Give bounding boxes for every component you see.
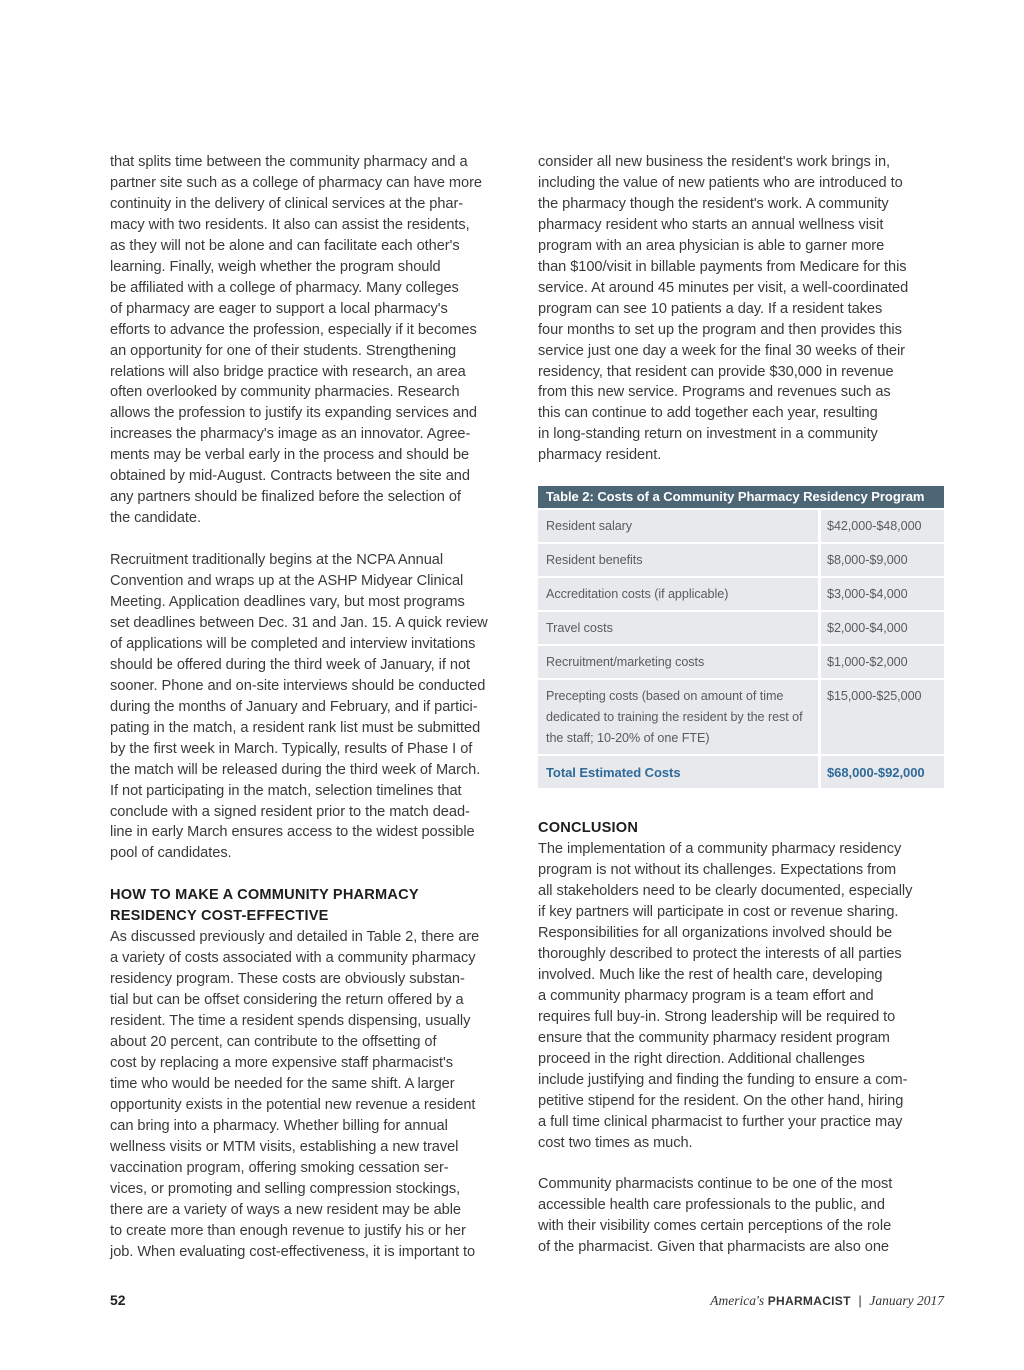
table-row xyxy=(538,542,944,576)
cost-item: Travel costs xyxy=(538,610,821,644)
cost-value: $2,000-$4,000 xyxy=(821,610,944,644)
cost-value: $8,000-$9,000 xyxy=(821,542,944,576)
total-value: $68,000-$92,000 xyxy=(821,754,944,788)
cost-item: Resident salary xyxy=(538,508,821,542)
section-heading: HOW TO MAKE A COMMUNITY PHARMACY RESIDENCY COST-EFFECTIVE xyxy=(110,887,419,925)
table-row xyxy=(538,644,944,678)
cost-table xyxy=(538,486,944,788)
cost-item: Resident benefits xyxy=(538,542,821,576)
page-number: 52 xyxy=(110,1292,126,1308)
cost-value: $3,000-$4,000 xyxy=(821,576,944,610)
footer-separator: | xyxy=(858,1293,862,1308)
cost-item: Recruitment/marketing costs xyxy=(538,644,821,678)
body-paragraph: that splits time between the community pharmacy and a partner site such as a college of pharmacy can have more continuity in the delivery of clinical services at the phar- macy with two residents. It also can assist the residents, as they will not be alone and can facilitate each other's learning. Finally, weigh whether the program should be affiliated with a college of pharmacy. Many colleges of pharmacy are eager to support a local pharmacy's efforts to advance the profession, especially if it becomes an opportunity for one of their students. Strengthening relations will also bridge practice with research, an area often overlooked by community pharmacies. Research allows the profession to justify its expanding services and increases the pharmacy's image as an innovator. Agree- ments may be verbal early in the process and should be obtained by mid-August. Contracts between the site and any partners should be finalized before the selection of the candidate. xyxy=(110,154,482,527)
body-paragraph: Community pharmacists continue to be one of the most accessible health care professionals to the public, and with their visibility comes certain perceptions of the role of the pharmacist. Given that pharmacists are also one xyxy=(538,1176,893,1256)
publication-footer xyxy=(710,1293,944,1309)
table-row xyxy=(538,610,944,644)
cost-item: Accreditation costs (if applicable) xyxy=(538,576,821,610)
body-paragraph: consider all new business the resident's work brings in, including the value of new patients who are introduced to the pharmacy though the resident's work. A community pharmacy resident who starts an annual wellness visit program with an area physician is able to garner more than $100/visit in billable payments from Medicare for this service. At around 45 minutes per visit, a well-coordinated program can see 10 patients a day. If a resident takes four months to set up the program and then provides this service just one day a week for the final 30 weeks of their residency, that resident can provide $30,000 in revenue from this new service. Programs and revenues such as this can continue to add together each year, resulting in long-standing return on investment in a community pharmacy resident. xyxy=(538,154,909,464)
table-row xyxy=(538,508,944,542)
cost-table-body xyxy=(538,508,944,788)
table-row xyxy=(538,576,944,610)
publication-brand: PHARMACIST xyxy=(767,1294,851,1308)
issue-date: January 2017 xyxy=(869,1293,944,1308)
cost-value: $15,000-$25,000 xyxy=(821,678,944,754)
cost-value: $42,000-$48,000 xyxy=(821,508,944,542)
right-column xyxy=(538,152,944,1258)
body-paragraph: Recruitment traditionally begins at the NCPA Annual Convention and wraps up at the ASHP Midyear Clinical Meeting. Application deadlines vary, but most programs set deadlines between Dec. 31 and Jan. 15. A quick review of applications will be completed and interview invitations should be offered during the third week of January, if not sooner. Phone and on-site interviews should be conducted during the months of January and February, and if partici- pating in the match, a resident rank list must be submitted by the first week in March. Typically, results of Phase I of the match will be released during the third week of March. If not participating in the match, selection timelines that conclude with a signed resident prior to the match dead- line in early March ensures access to the widest possible pool of candidates. xyxy=(110,552,488,862)
total-label: Total Estimated Costs xyxy=(538,754,821,788)
body-paragraph: The implementation of a community pharmacy residency program is not without its challenges. Expectations from all stakeholders need to be clearly documented, especially if key partners will participate in cost or revenue sharing. Responsibilities for all organizations involved should be thoroughly described to protect the interests of all parties involved. Much like the rest of health care, developing a community pharmacy program is a team effort and requires full buy-in. Strong leadership will be required to ensure that the community pharmacy resident program proceed in the right direction. Additional challenges include justifying and finding the funding to ensure a com- petitive stipend for the resident. On the other hand, hiring a full time clinical pharmacist to further your practice may cost two times as much. xyxy=(538,841,913,1151)
publication-prefix: America's xyxy=(710,1293,765,1308)
body-paragraph: As discussed previously and detailed in Table 2, there are a variety of costs associated with a community pharmacy residency program. These costs are obviously substan- tial but can be offset considering the return offered by a resident. The time a resident spends dispensing, usually about 20 percent, can contribute to the offsetting of cost by replacing a more expensive staff pharmacist's time who would be needed for the same shift. A larger opportunity exists in the potential new revenue a resident can bring into a pharmacy. Whether billing for annual wellness visits or MTM visits, establishing a new travel vaccination program, offering smoking cessation ser- vices, or promoting and selling compression stockings, there are a variety of ways a new resident may be able to create more than enough revenue to justify his or her job. When evaluating cost-effectiveness, it is important to xyxy=(110,929,480,1260)
cost-value: $1,000-$2,000 xyxy=(821,644,944,678)
cost-item: Precepting costs (based on amount of time dedicated to training the resident by the rest of the staff; 10-20% of one FTE) xyxy=(538,678,821,754)
table-total-row xyxy=(538,754,944,788)
left-column xyxy=(110,152,520,1262)
section-heading: CONCLUSION xyxy=(538,820,639,837)
table-title: Table 2: Costs of a Community Pharmacy Residency Program xyxy=(538,486,944,508)
table-row xyxy=(538,678,944,754)
